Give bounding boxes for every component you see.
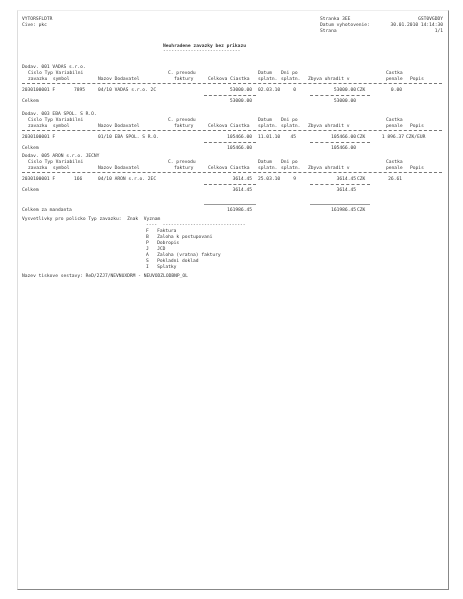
header-right-label-3: Strana <box>320 29 337 34</box>
subtotal-total: 3614.45 <box>232 188 252 193</box>
col-header-desc: Popis <box>410 124 424 129</box>
col-header-desc: Popis <box>410 77 424 82</box>
header-rule <box>22 130 442 131</box>
col-header-penalty: Castka <box>386 118 403 123</box>
subtotal-rule <box>310 95 370 96</box>
subtotal-rule <box>204 95 256 96</box>
col-header-transfer-2: faktury <box>174 166 194 171</box>
col-header-doc: Cislo Typ Variabilni <box>28 71 84 76</box>
col-header-transfer: C. prevodu <box>168 160 196 165</box>
group-header: Dodav. 005 ARON s.r.o. JECNY <box>22 154 100 159</box>
report-title: Neuhradene zavazky bez prikazu <box>163 44 246 49</box>
row-name: 01/10 EBA SPOL. S R.O. <box>98 135 159 140</box>
col-header-doc: Cislo Typ Variabilni <box>28 160 84 165</box>
report-footer: Nazev tiskove sestavy: ReD/2ZJ7/NEVNUXDRM - NEUVODZLODBNP_OL <box>22 274 188 279</box>
col-header-penalty-2: penale <box>386 166 403 171</box>
col-header-date-2: splatn. <box>258 77 278 82</box>
legend-item: I Splatky <box>146 265 177 270</box>
grand-total-total: 161986.45 <box>227 208 252 213</box>
row-total: 105466.00 <box>227 135 252 140</box>
legend-item: A Zaloha (vratna) faktury <box>146 253 221 258</box>
report-title-underline: ---------------------------- <box>163 49 241 54</box>
subtotal-total: 53000.00 <box>229 99 252 104</box>
legend-item: F Faktura <box>146 229 177 234</box>
col-header-total: Celkova Ciastka <box>208 77 250 82</box>
row-doc: 2030100001 F <box>22 88 56 93</box>
row-currency: CZK <box>357 88 366 93</box>
col-header-doc-2: zavazku symbol <box>28 77 70 82</box>
col-header-transfer: C. prevodu <box>168 71 196 76</box>
row-penalty: 1 896.37 <box>381 135 404 140</box>
col-header-transfer: C. prevodu <box>168 118 196 123</box>
col-header-days-2: splatn. <box>281 77 301 82</box>
col-header-date: Datum <box>258 71 272 76</box>
col-header-remain: Zbyva uhradit v <box>308 77 350 82</box>
col-header-days: Dni po <box>281 160 298 165</box>
grand-total-rule <box>204 204 256 205</box>
col-header-penalty: Castka <box>386 160 403 165</box>
row-days: 45 <box>290 135 296 140</box>
legend-item: B Zaloha k postupovani <box>146 235 213 240</box>
col-header-name: Nazov Dodavatel <box>98 124 140 129</box>
subtotal-remain: 105466.00 <box>331 146 356 151</box>
legend-rule: ---- ------------------------------ <box>146 223 246 228</box>
header-rule <box>22 172 442 173</box>
row-remain: 105466.00 <box>331 135 356 140</box>
legend-item: J JCD <box>146 247 166 252</box>
header-left-1: VYTORSFLDTR <box>22 17 53 22</box>
subtotal-rule <box>204 184 256 185</box>
grand-total-label: Celkem za mandanta <box>22 208 72 213</box>
col-header-remain: Zbyva uhradit v <box>308 124 350 129</box>
col-header-penalty: Castka <box>386 71 403 76</box>
col-header-penalty-2: penale <box>386 124 403 129</box>
header-rule <box>22 83 442 84</box>
group-header: Dodav. 003 EBA SPOL. S R.O. <box>22 112 97 117</box>
subtotal-rule <box>310 184 370 185</box>
col-header-name: Nazov Dodavatel <box>98 77 140 82</box>
col-header-doc-2: zavazku symbol <box>28 166 70 171</box>
row-date: 25.03.10 <box>258 177 281 182</box>
legend-item: S Pokladni doklad <box>146 259 199 264</box>
row-currency: CZK <box>357 177 366 182</box>
col-header-date: Datum <box>258 118 272 123</box>
col-header-date: Datum <box>258 160 272 165</box>
row-var: 166 <box>74 177 83 182</box>
row-name: 04/10 ARON s.r.o. 2EC <box>98 177 157 182</box>
row-days: 9 <box>293 177 296 182</box>
row-days: 0 <box>293 88 296 93</box>
col-header-days-2: splatn. <box>281 124 301 129</box>
legend-item: P Dobropis <box>146 241 180 246</box>
col-header-date-2: splatn. <box>258 124 278 129</box>
col-header-penalty-2: penale <box>386 77 403 82</box>
col-header-days-2: splatn. <box>281 166 301 171</box>
col-header-remain: Zbyva uhradit v <box>308 166 350 171</box>
subtotal-label: Celkem <box>22 188 39 193</box>
row-remain: 53000.00 <box>333 88 356 93</box>
row-var: 7895 <box>74 88 86 93</box>
row-penalty: 0.00 <box>390 88 402 93</box>
subtotal-total: 105466.00 <box>227 146 252 151</box>
row-total: 53000.00 <box>229 88 252 93</box>
legend-title: Vysvetlivky pro policko Typ zavazku: Znak Vyznam <box>22 217 161 222</box>
row-total: 3614.45 <box>232 177 252 182</box>
subtotal-rule <box>204 142 256 143</box>
col-header-total: Celkova Ciastka <box>208 124 250 129</box>
subtotal-remain: 53000.00 <box>333 99 356 104</box>
row-name: 04/10 VADAS s.r.o. 2C <box>98 88 157 93</box>
subtotal-remain: 3614.45 <box>336 188 356 193</box>
col-header-doc: Cislo Typ Variabilni <box>28 118 84 123</box>
header-right-value-1: GST0VGDDY <box>418 17 443 22</box>
report-page <box>17 10 449 590</box>
col-header-transfer-2: faktury <box>174 77 194 82</box>
header-right-label-2: Datum vyhotovenie: <box>320 23 370 28</box>
subtotal-label: Celkem <box>22 146 39 151</box>
row-date: 11.01.10 <box>258 135 281 140</box>
subtotal-label: Celkem <box>22 99 39 104</box>
col-header-days: Dni po <box>281 118 298 123</box>
row-doc: 2030100001 F <box>22 135 56 140</box>
col-header-name: Nazov Dodavatel <box>98 166 140 171</box>
col-header-days: Dni po <box>281 71 298 76</box>
grand-total-rule <box>310 204 370 205</box>
row-remain: 3614.45 <box>336 177 356 182</box>
grand-total-currency: CZK <box>357 208 366 213</box>
row-doc: 2030100001 F <box>22 177 56 182</box>
header-right-label-1: Stranka 3EE <box>320 17 351 22</box>
col-header-total: Celkova Ciastka <box>208 166 250 171</box>
subtotal-rule <box>310 142 370 143</box>
header-left-2: Cive: pkc <box>22 23 47 28</box>
header-right-value-3: 1/1 <box>434 29 443 34</box>
row-currency: CZK <box>357 135 366 140</box>
row-desc: CZK/EUR <box>406 135 426 140</box>
col-header-doc-2: zavazku symbol <box>28 124 70 129</box>
row-penalty: 26.61 <box>388 177 402 182</box>
col-header-date-2: splatn. <box>258 166 278 171</box>
col-header-desc: Popis <box>410 166 424 171</box>
header-right-value-2: 30.01.2010 14:14:30 <box>390 23 443 28</box>
col-header-transfer-2: faktury <box>174 124 194 129</box>
grand-total-remain: 161986.45 <box>331 208 356 213</box>
row-date: 02.03.10 <box>258 88 281 93</box>
group-header: Dodav. 001 VADAS s.r.o. <box>22 65 86 70</box>
